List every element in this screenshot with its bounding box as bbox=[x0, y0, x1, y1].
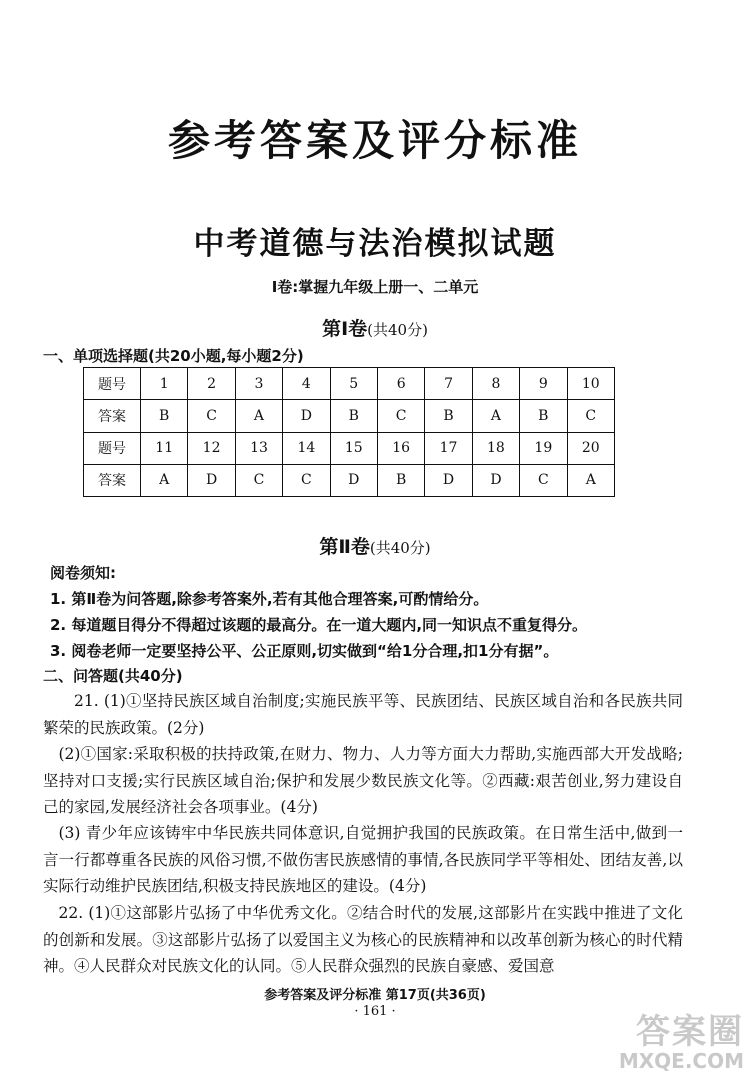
table-cell: 15 bbox=[330, 432, 377, 464]
note-item: 1. 第Ⅱ卷为问答题,除参考答案外,若有其他合理答案,可酌情给分。 bbox=[50, 590, 489, 608]
table-cell: 4 bbox=[283, 368, 330, 400]
answer-paragraph: (2)①国家:采取积极的扶持政策,在财力、物力、人力等方面大力帮助,实施西部大开发战略;坚持对口支援;实行民族区域自治;保护和发展少数民族文化等。②西藏:艰苦创业,努力建设自己的家园,发展经济社会各项事业。(4分) bbox=[43, 745, 683, 816]
section2-heading: 二、问答题(共40分) bbox=[43, 667, 183, 685]
table-cell: 11 bbox=[141, 432, 188, 464]
answer-table bbox=[83, 367, 615, 497]
table-cell: C bbox=[188, 400, 235, 432]
table-cell: D bbox=[472, 464, 519, 496]
answer-paragraph: (3) 青少年应该铸牢中华民族共同体意识,自觉拥护我国的民族政策。在日常生活中,做到一言一行都尊重各民族的风俗习惯,不做伤害民族感情的事情,各民族同学平等相处、团结友善,以实际行动维护民族团结,积极支持民族地区的建设。(4分) bbox=[43, 824, 683, 895]
note-item: 3. 阅卷老师一定要坚持公平、公正原则,切实做到“给1分合理,扣1分有据”。 bbox=[50, 642, 559, 660]
page-footer: 参考答案及评分标准 第17页(共36页) bbox=[264, 988, 486, 1003]
table-cell: 19 bbox=[520, 432, 567, 464]
answer-paragraph: 21. (1)①坚持民族区域自治制度;实施民族平等、民族团结、民族区域自治和各民族共同繁荣的民族政策。(2分) bbox=[43, 692, 683, 737]
volume1-score: (共40分) bbox=[367, 321, 428, 339]
table-cell: B bbox=[330, 400, 377, 432]
note-item: 2. 每道题目得分不得超过该题的最高分。在一道大题内,同一知识点不重复得分。 bbox=[50, 616, 588, 634]
volume2-title: 第Ⅱ卷 bbox=[319, 536, 370, 558]
table-cell: C bbox=[520, 464, 567, 496]
table-cell: 17 bbox=[425, 432, 472, 464]
table-cell: D bbox=[188, 464, 235, 496]
table-cell: 12 bbox=[188, 432, 235, 464]
table-cell: 10 bbox=[567, 368, 614, 400]
unit-scope: Ⅰ卷:掌握九年级上册一、二单元 bbox=[271, 278, 479, 296]
table-cell: C bbox=[567, 400, 614, 432]
table-cell: 20 bbox=[567, 432, 614, 464]
table-cell: 7 bbox=[425, 368, 472, 400]
table-cell: A bbox=[567, 464, 614, 496]
table-cell: A bbox=[472, 400, 519, 432]
table-cell: 3 bbox=[235, 368, 282, 400]
table-cell: 5 bbox=[330, 368, 377, 400]
table-cell: 1 bbox=[141, 368, 188, 400]
page-number: · 161 · bbox=[354, 1004, 396, 1019]
table-cell: 9 bbox=[520, 368, 567, 400]
watermark-logo: 答案圈 bbox=[636, 1012, 744, 1052]
table-row bbox=[84, 432, 615, 464]
table-cell: A bbox=[235, 400, 282, 432]
table-cell: 16 bbox=[377, 432, 424, 464]
table-row bbox=[84, 400, 615, 432]
table-cell: D bbox=[330, 464, 377, 496]
table-cell: B bbox=[377, 464, 424, 496]
table-cell: 13 bbox=[235, 432, 282, 464]
row-label: 答案 bbox=[84, 400, 141, 432]
volume1-title: 第Ⅰ卷 bbox=[322, 318, 368, 340]
table-row bbox=[84, 368, 615, 400]
table-cell: C bbox=[283, 464, 330, 496]
main-title: 参考答案及评分标准 bbox=[167, 116, 582, 165]
section1-heading: 一、单项选择题(共20小题,每小题2分) bbox=[43, 347, 304, 365]
table-cell: D bbox=[283, 400, 330, 432]
table-cell: 8 bbox=[472, 368, 519, 400]
table-cell: C bbox=[377, 400, 424, 432]
table-cell: C bbox=[235, 464, 282, 496]
table-cell: D bbox=[425, 464, 472, 496]
volume2-score: (共40分) bbox=[369, 539, 431, 557]
row-label: 答案 bbox=[84, 464, 141, 496]
table-cell: A bbox=[141, 464, 188, 496]
table-cell: B bbox=[141, 400, 188, 432]
table-cell: 18 bbox=[472, 432, 519, 464]
watermark bbox=[594, 1004, 744, 1073]
volume2-heading bbox=[0, 532, 750, 559]
row-label: 题号 bbox=[84, 368, 141, 400]
answer-paragraph: 22. (1)①这部影片弘扬了中华优秀文化。②结合时代的发展,这部影片在实践中推进了文化的创新和发展。③这部影片弘扬了以爱国主义为核心的民族精神和以改革创新为核心的时代精神。④人民群众对民族文化的认同。⑤人民群众强烈的民族自豪感、爱国意 bbox=[43, 904, 683, 975]
table-cell: B bbox=[520, 400, 567, 432]
volume1-heading bbox=[0, 314, 750, 341]
table-cell: 2 bbox=[188, 368, 235, 400]
table-row bbox=[84, 464, 615, 496]
table-cell: 14 bbox=[283, 432, 330, 464]
row-label: 题号 bbox=[84, 432, 141, 464]
notes-heading: 阅卷须知: bbox=[50, 564, 116, 582]
table-cell: 6 bbox=[377, 368, 424, 400]
watermark-url: MXQE.COM bbox=[618, 1049, 744, 1073]
exam-title: 中考道德与法治模拟试题 bbox=[193, 226, 557, 262]
table-cell: B bbox=[425, 400, 472, 432]
